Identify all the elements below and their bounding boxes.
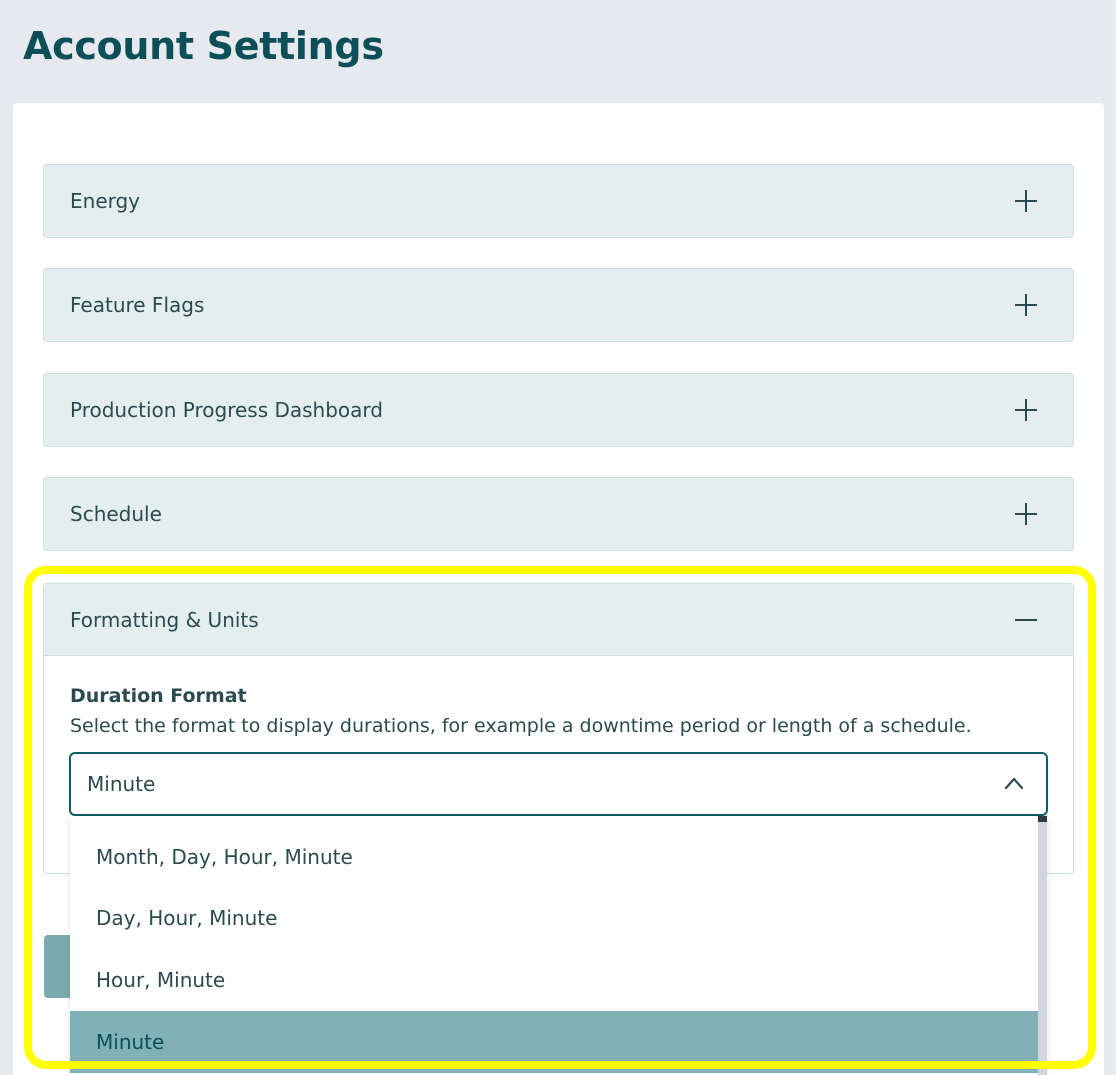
duration-format-options <box>70 816 1047 1075</box>
accordion-feature-flags[interactable] <box>43 268 1074 342</box>
scrollbar-thumb[interactable] <box>1038 816 1047 822</box>
plus-icon[interactable] <box>1015 503 1037 525</box>
accordion-header[interactable] <box>44 584 1073 656</box>
accordion-production-progress-dashboard[interactable] <box>43 373 1074 447</box>
plus-icon[interactable] <box>1015 190 1037 212</box>
duration-format-description: Select the format to display durations, for example a downtime period or length of a schedule. <box>70 715 972 737</box>
accordion-label: Feature Flags <box>70 293 205 317</box>
accordion-label: Formatting & Units <box>70 608 259 632</box>
option-month-day-hour-minute[interactable]: Month, Day, Hour, Minute <box>96 845 353 869</box>
option-minute[interactable]: Minute <box>70 1011 1039 1073</box>
plus-icon[interactable] <box>1015 399 1037 421</box>
accordion-label: Schedule <box>70 502 162 526</box>
accordion-schedule[interactable] <box>43 477 1074 551</box>
dropdown-scrollbar[interactable] <box>1038 816 1047 1075</box>
duration-format-select[interactable] <box>69 752 1048 816</box>
option-day-hour-minute[interactable]: Day, Hour, Minute <box>96 906 278 930</box>
page-title: Account Settings <box>23 24 384 68</box>
select-value: Minute <box>87 772 156 796</box>
chevron-up-icon <box>1004 776 1024 790</box>
duration-format-label: Duration Format <box>70 685 247 707</box>
plus-icon[interactable] <box>1015 294 1037 316</box>
accordion-label: Energy <box>70 189 141 213</box>
accordion-energy[interactable] <box>43 164 1074 238</box>
option-hour-minute[interactable]: Hour, Minute <box>96 968 226 992</box>
accordion-label: Production Progress Dashboard <box>70 398 383 422</box>
minus-icon[interactable] <box>1015 609 1037 631</box>
